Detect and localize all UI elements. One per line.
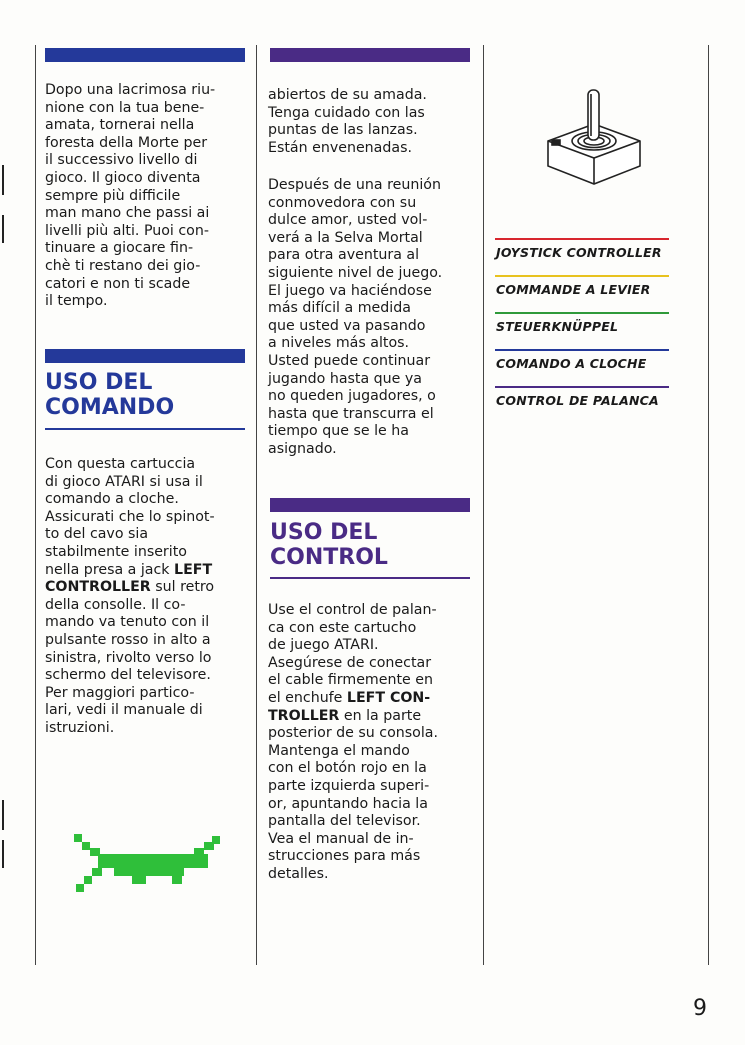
lang-line-5 — [495, 386, 669, 388]
margin-tick — [2, 840, 4, 868]
col2-body-part1: Use el control de palan- ca con este cartucho de juego ATARI. Asegúrese de conectar el cable firmemente en el enchufe — [268, 602, 437, 706]
lang-label-spanish: CONTROL DE PALANCA — [496, 393, 659, 408]
col2-body-bold: LEFT CON- TROLLER — [268, 689, 431, 724]
col1-section-heading: USO DEL COMANDO — [45, 370, 175, 420]
col2-heading-underline — [270, 577, 470, 579]
margin-tick — [2, 800, 4, 830]
margin-tick — [2, 215, 4, 243]
lang-label-italian: COMANDO A CLOCHE — [496, 356, 647, 371]
lang-label-german: STEUERKNÜPPEL — [496, 319, 619, 334]
col1-body-part1: Con questa cartuccia di gioco ATARI si usa il comando a cloche. Assicurati che lo spinot- to del cavo sia stabilmente inserito nella presa a jack — [45, 456, 215, 578]
lang-label-english: JOYSTICK CONTROLLER — [496, 245, 662, 260]
column-rule-right — [708, 45, 709, 965]
lang-line-4 — [495, 349, 669, 351]
page-number: 9 — [693, 996, 707, 1021]
col1-top-bar — [45, 48, 245, 62]
column-rule-2 — [483, 45, 484, 965]
column-rule-left — [35, 45, 36, 965]
col1-heading-underline — [45, 428, 245, 430]
alligator-pixels — [74, 834, 220, 892]
joystick-icon — [544, 86, 644, 186]
col2-body-text — [268, 602, 478, 884]
col2-para-text: Después de una reunión conmovedora con su dulce amor, usted vol- verá a la Selva Mortal para otra aventura al siguiente nivel de juego. El juego va haciéndose más difícil a medida que usted va pasando a niveles más altos. Usted puede continuar jugando hasta que ya no queden jugadores, o hasta que transcurra el tiempo que se le ha asignado. — [268, 177, 443, 457]
lang-line-1 — [495, 238, 669, 240]
col1-intro-text: Dopo una lacrimosa riu- nione con la tua bene- amata, tornerai nella foresta della Morte per il successivo livello di gioco. Il gioco diventa sempre più difficile man mano che passi ai livelli più alti. Puoi con- tinuare a giocare fin- chè ti restano dei gio- catori e non ti scade il tempo. — [45, 82, 216, 310]
col1-body-part2: sul retro della consolle. Il co- mando va tenuto con il pulsante rosso in alto a sinistra, rivolto verso lo schermo del televisore. Per maggiori partico- lari, vedi il manuale di istruzioni. — [45, 579, 215, 736]
lang-line-3 — [495, 312, 669, 314]
column-rule-1 — [256, 45, 257, 965]
col2-body-part2: en la parte posterior de su consola. Mantenga el mando con el botón rojo en la parte izquierda superi- or, apuntando hacia la pantalla del televisor. Vea el manual de in- strucciones para más detalles. — [268, 707, 438, 882]
margin-tick — [2, 165, 4, 195]
col1-body-text — [45, 456, 250, 738]
col2-section-bar — [270, 498, 470, 512]
alligator-sprite — [74, 834, 220, 894]
col2-top-bar — [270, 48, 470, 62]
col1-body-bold: LEFT CONTROLLER — [45, 561, 213, 596]
lang-line-2 — [495, 275, 669, 277]
lang-label-french: COMMANDE A LEVIER — [496, 282, 651, 297]
col2-section-heading: USO DEL CONTROL — [270, 520, 388, 570]
col2-intro-text: abiertos de su amada. Tenga cuidado con las puntas de las lanzas. Están envenenadas. — [268, 87, 427, 156]
col1-section-bar — [45, 349, 245, 363]
